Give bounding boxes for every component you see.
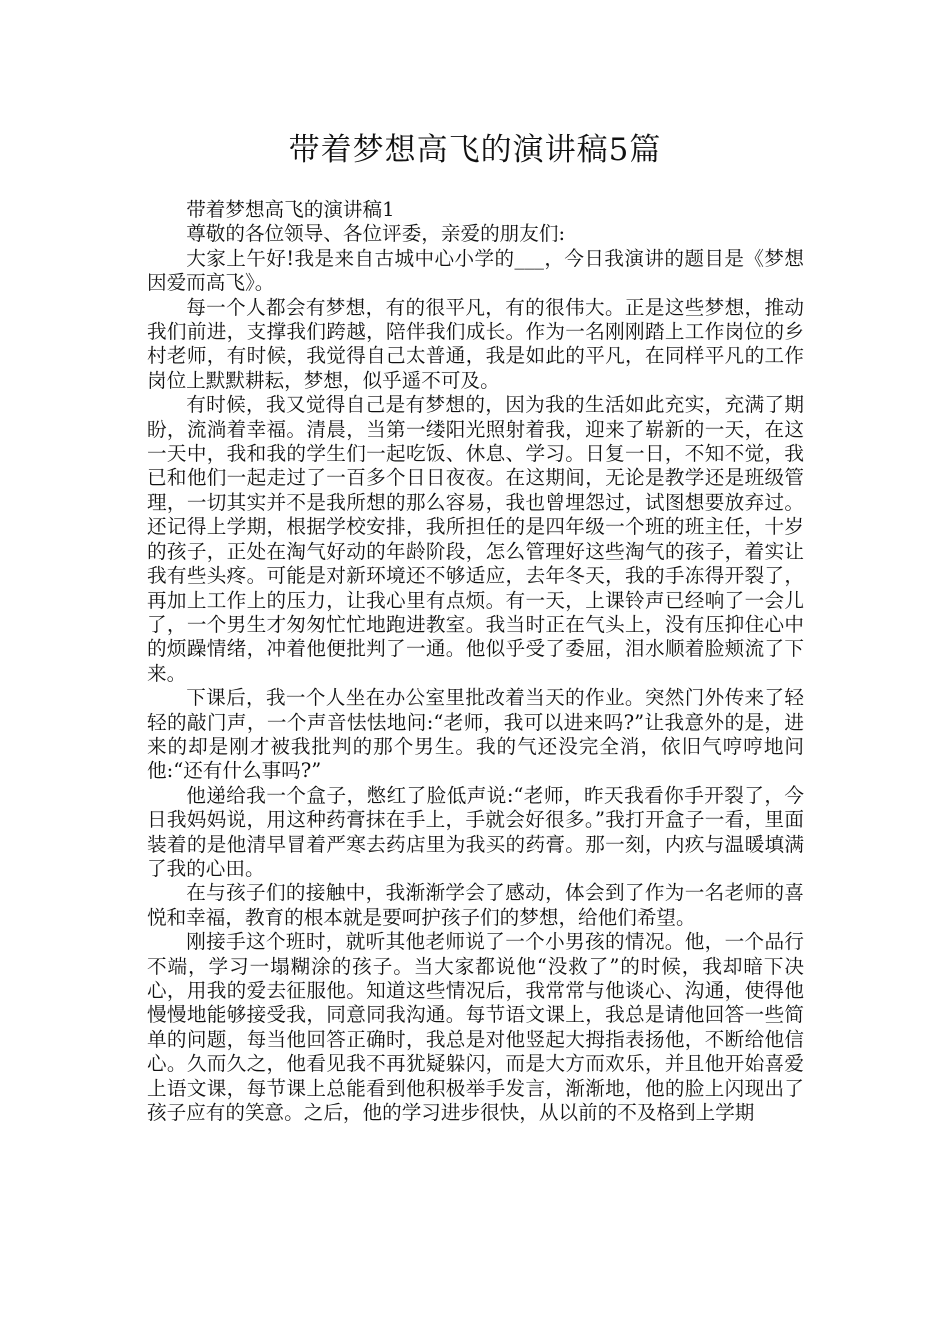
subtitle-paragraph: 带着梦想高飞的演讲稿1 <box>186 198 395 221</box>
body-paragraph: 刚接手这个班时，就听其他老师说了一个小男孩的情况。他，一个品行不端，学习一塌糊涂的孩子。当大家都说他“没救了”的时候，我却暗下决心，用我的爱去征服他。知道这些情况后，我常常与他谈心、沟通，使得他慢慢地能够接受我，同意同我沟通。每节语文课上，我总是请他回答一些简单的问题，每当他回答正确时，我总是对他竖起大拇指表扬他，不断给他信心。久而久之，他看见我不再犹疑躲闪，而是大方而欢乐，并且他开始喜爱上语文课，每节课上总能看到他积极举手发言，渐渐地，他的脸上闪现出了孩子应有的笑意。之后，他的学习进步很快，从以前的不及格到上学期 <box>147 930 804 1125</box>
body-paragraph: 他递给我一个盒子，憋红了脸低声说:“老师，昨天我看你手开裂了，今日我妈妈说，用这种药膏抹在手上，手就会好很多。”我打开盒子一看，里面装着的是他清早冒着严寒去药店里为我买的药膏。那一刻，内疚与温暖填满了我的心田。 <box>147 783 804 880</box>
body-paragraph: 大家上午好!我是来自古城中心小学的___，今日我演讲的题目是《梦想因爱而高飞》。 <box>147 246 804 295</box>
document-body <box>147 198 804 1125</box>
document-title: 带着梦想高飞的演讲稿5篇 <box>288 132 662 168</box>
body-paragraph: 每一个人都会有梦想，有的很平凡，有的很伟大。正是这些梦想，推动我们前进，支撑我们跨越，陪伴我们成长。作为一名刚刚踏上工作岗位的乡村老师，有时候，我觉得自己太普通，我是如此的平凡，在同样平凡的工作岗位上默默耕耘，梦想，似乎遥不可及。 <box>147 295 804 392</box>
salutation-paragraph: 尊敬的各位领导、各位评委，亲爱的朋友们: <box>186 222 566 246</box>
body-paragraph: 在与孩子们的接触中，我渐渐学会了感动，体会到了作为一名老师的喜悦和幸福，教育的根本就是要呵护孩子们的梦想，给他们希望。 <box>147 881 804 929</box>
body-paragraph: 有时候，我又觉得自己是有梦想的，因为我的生活如此充实，充满了期盼，流淌着幸福。清晨，当第一缕阳光照射着我，迎来了崭新的一天，在这一天中，我和我的学生们一起吃饭、休息、学习。日复一日，不知不觉，我已和他们一起走过了一百多个日日夜夜。在这期间，无论是教学还是班级管理，一切其实并不是我所想的那么容易，我也曾埋怨过，试图想要放弃过。还记得上学期，根据学校安排，我所担任的是四年级一个班的班主任，十岁的孩子，正处在淘气好动的年龄阶段，怎么管理好这些淘气的孩子，着实让我有些头疼。可能是对新环境还不够适应，去年冬天，我的手冻得开裂了，再加上工作上的压力，让我心里有点烦。有一天，上课铃声已经响了一会儿了，一个男生才匆匆忙忙地跑进教室。我当时正在气头上，没有压抑住心中的烦躁情绪，冲着他便批判了一通。他似乎受了委屈，泪水顺着脸颊流了下来。 <box>147 393 804 685</box>
body-paragraph: 下课后，我一个人坐在办公室里批改着当天的作业。突然门外传来了轻轻的敲门声，一个声音怯怯地问:“老师，我可以进来吗?”让我意外的是，进来的却是刚才被我批判的那个男生。我的气还没完全消，依旧气哼哼地问他:“还有什么事吗?” <box>147 686 804 783</box>
